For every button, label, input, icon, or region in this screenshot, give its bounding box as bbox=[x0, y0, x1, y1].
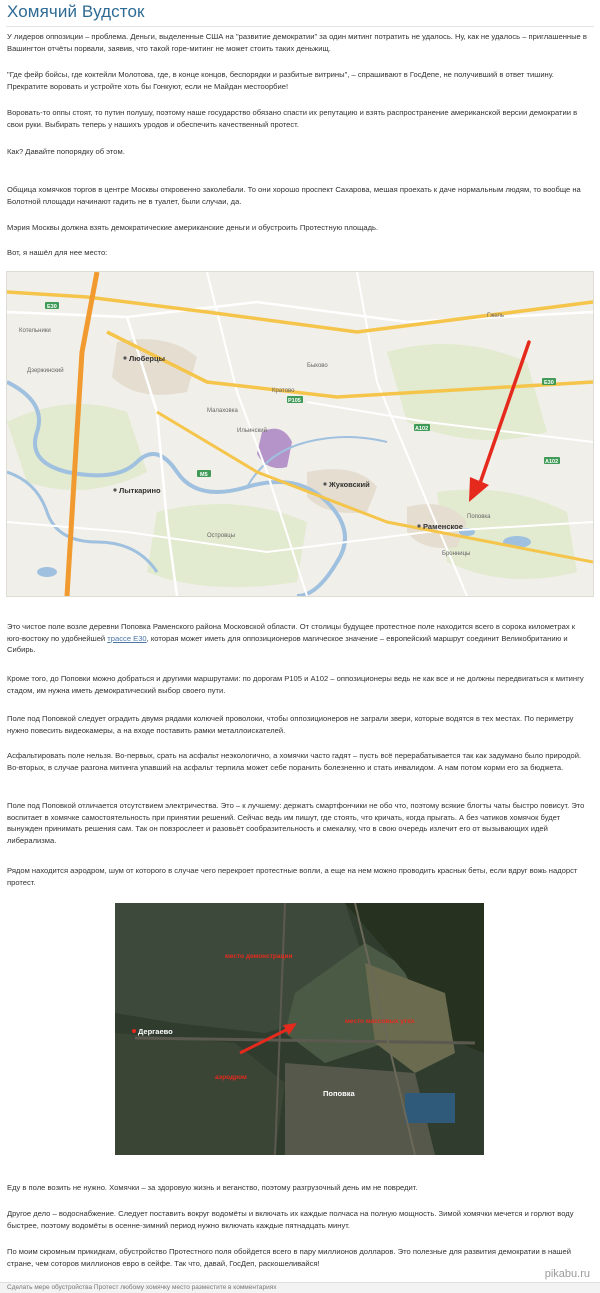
article-title[interactable]: Хомячий Вудсток bbox=[7, 2, 145, 21]
map-town-bykovo: Быково bbox=[307, 363, 328, 369]
watermark: pikabu.ru bbox=[544, 1268, 590, 1280]
body-paragraph-9: По моим скромным прикидкам, обустройство Протестного поля обойдется всего в пару миллионов долларов. Это полезные для развития демократии в нашей стране, чем соторов миллионов евро в сейфе. Так что, давай, ГосДеп, раскошеливайся! bbox=[7, 1247, 571, 1268]
map-town-kratovo: Кратово bbox=[272, 388, 295, 394]
body-paragraph-2: Кроме того, до Поповки можно добраться и другими маршрутами: по дорогам Р105 и А102 – оппозиционеры ведь не как все и не должны передвигаться к митингу стадом, им нужна иметь демократический выбор своего пути. bbox=[7, 674, 584, 695]
intro-paragraph-1: У лидеров оппозиции – проблема. Деньги, выделенные США на "развитие демократии" за один митинг потратить не удалось. Ну, как не удалось – приглашенные в Вашингтон отчёты порвали, заявив, что такой горе-митинг не может стоить таких деньжищ. bbox=[7, 32, 587, 53]
map-drawing bbox=[7, 272, 593, 596]
title-divider bbox=[6, 26, 594, 27]
map-town-popovka: Поповка bbox=[467, 514, 491, 520]
body-paragraph-5: Поле под Поповкой отличается отсутствием электричества. Это – к лучшему: держатъ смартфончики не обо что, поэтому всякие блогты чаты быстро повисут. Это воспитает в хомячке самостоятельность при принятии решений. Сейчас ведь им пишут, где стоять, что кричать, когда прыгать. А без чатиков хомячок будет вынужден принимать решения сам. Так он повзрослеет и разовьёт сообразительность и смекалку, что в свою очередь излечит его от вызывающих идей либерализма. bbox=[7, 801, 585, 845]
map-image bbox=[6, 271, 594, 597]
intro-paragraph-5: Общица хомячков торгов в центре Москвы откровенно заколебали. То они хорошо проспект Сахарова, мешая проехать к даче нормальным людям, то вообще на Болотной площади начинают гадить не в туалет, были случаи, да. bbox=[7, 185, 581, 206]
body-paragraph-6: Рядом находится аэродром, шум от которого в случае чего перекроет протестные вопли, а еще на нем можно проводить краснык беты, если вдруг вожь надорст протест. bbox=[7, 866, 578, 887]
map-town-ramenskoe: Раменское bbox=[423, 522, 463, 531]
svg-text:М5: М5 bbox=[200, 472, 208, 478]
footer-text: Сделать мере обустройства Протест любому хомячку место разместите в комментариях bbox=[7, 1284, 277, 1291]
intro-paragraph-3: Воровать-то оппы стоят, то путин полушу, поэтому наше государство обязано спасти их репутацию и взять распространение американской версии демократии в свои руки. Выбирать теперь у нашихъ уродов и обеспечить качественный протест. bbox=[7, 108, 578, 129]
map-town-zhukovsky: Жуковский bbox=[329, 480, 370, 489]
svg-text:А102: А102 bbox=[415, 426, 429, 432]
map-town-lytkarino: Лыткарино bbox=[119, 486, 161, 495]
satellite-label-demonstration: место демонстрации bbox=[225, 953, 293, 960]
map-town-ostrovtsy: Островцы bbox=[207, 533, 236, 539]
intro-paragraph-2: "Где фейр бойсы, где коктейли Молотова, где, в конце концов, беспорядки и разбитые витрины", – спрашивают в ГосДепе, не получивший в ответ тишину. Прекратите воровать и устройте хоть бы Гонкуют, если не Майдан местоорбие! bbox=[7, 70, 554, 91]
body-paragraph-1-end: , которая может иметь для оппозиционеров магическое значение – европейский маршрут соединит Великобританию и Сибирь. bbox=[7, 633, 568, 654]
intro-paragraph-7: Вот, я нашёл для нее место: bbox=[7, 248, 108, 257]
body-paragraph-4: Асфальтировать поле нельзя. Во-первых, срать на асфальт неэкологично, а хомячки часто гадят – пусть всё перерабатывается так как задумано было природой. Во-вторых, в случае разгона митинга упавший на асфальт терпила может себе поранить болезненно и стать инвалидом. А нам потом корми его за бюджета. bbox=[7, 751, 582, 772]
e30-link[interactable]: трассе Е30 bbox=[107, 633, 147, 643]
svg-text:Р105: Р105 bbox=[288, 398, 301, 404]
svg-text:Е30: Е30 bbox=[544, 380, 554, 386]
map-town-dzerzhinsky: Дзержинский bbox=[27, 368, 64, 374]
intro-paragraph-6: Мэрия Москвы должна взять демократические американские деньги и обустроить Протестную площадь. bbox=[7, 223, 379, 232]
intro-paragraph-4: Как? Давайте попорядку об этом. bbox=[7, 147, 125, 156]
satellite-place-dergaevo: Дергаево bbox=[138, 1027, 173, 1036]
map-town-malakhovka: Малаховка bbox=[207, 408, 238, 414]
satellite-drawing bbox=[115, 903, 484, 1155]
svg-text:Е30: Е30 bbox=[47, 304, 57, 310]
map-town-gzhel: Гжель bbox=[487, 313, 505, 319]
body-paragraph-8: Другое дело – водоснабжение. Следует поставить вокруг водомёты и включать их каждые полчаса на полную мощность. Зимой хомячки мечется и горлют воду быстрее, поэтому водомёты в осенне-зимний период нужно включать каждые пятнадцать минут. bbox=[7, 1209, 574, 1230]
satellite-image bbox=[115, 903, 484, 1155]
map-town-kotelniki: Котельники bbox=[19, 328, 51, 334]
satellite-label-airfield: аэродром bbox=[215, 1074, 247, 1081]
satellite-place-popovka: Поповка bbox=[323, 1089, 355, 1098]
body-paragraph-7: Еду в поле возить не нужно. Хомячки – за здоровую жизнь и веганство, поэтому разгрузочный день им не повредит. bbox=[7, 1183, 418, 1192]
satellite-label-pleasures: место массовых утех bbox=[345, 1018, 415, 1025]
body-paragraph-1-start: Это чистое поле возле деревни Поповка Раменского района Московской области. От столицы будущее протестное поле находится всего в сорока километрах к юго-востоку по удобнейшей bbox=[7, 622, 576, 643]
footer-bar bbox=[0, 1282, 600, 1293]
map-town-lyubertsy: Люберцы bbox=[129, 354, 165, 363]
body-paragraph-1 bbox=[7, 621, 591, 656]
map-town-ilyinsky: Ильинский bbox=[237, 428, 267, 434]
map-town-bronnitsy: Бронницы bbox=[442, 551, 471, 557]
svg-text:А102: А102 bbox=[545, 459, 559, 465]
body-paragraph-3: Поле под Поповкой следует оградить двумя рядами колючей проволоки, чтобы оппозиционеров не заграли звери, которые водятся в тех местах. По периметру нужно повесить видеокамеры, а на входе поставить рамки металлоискателей. bbox=[7, 714, 574, 735]
